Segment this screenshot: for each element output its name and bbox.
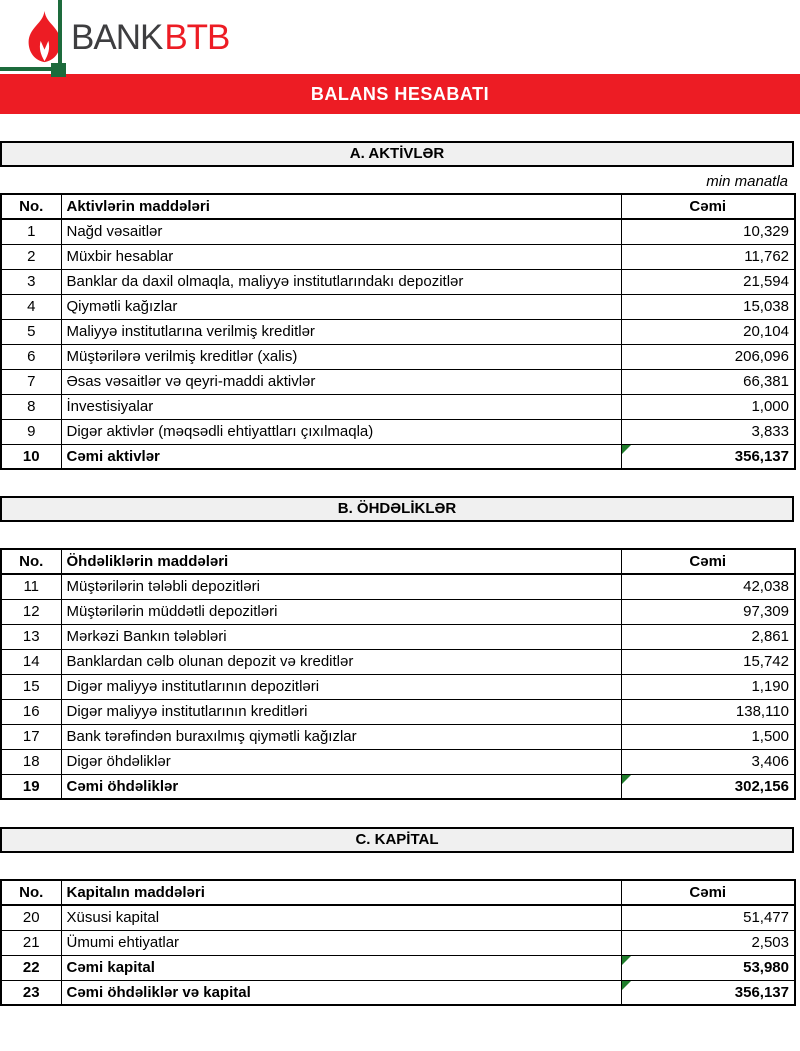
row-number: 15 [1, 674, 61, 699]
page-title: BALANS HESABATI [310, 83, 490, 104]
table-row [1, 724, 795, 749]
col-header-total: Cəmi [621, 880, 795, 905]
table-row [1, 774, 795, 799]
row-item-label: Digər maliyyə institutlarının kreditləri [61, 699, 621, 724]
liabilities-table [0, 548, 796, 800]
row-item-label: Cəmi öhdəliklər [61, 774, 621, 799]
row-item-label: Xüsusi kapital [61, 905, 621, 930]
row-item-label: Banklardan cəlb olunan depozit və kreditlər [61, 649, 621, 674]
table-row [1, 905, 795, 930]
section-a-header: A. AKTİVLƏR [0, 141, 794, 167]
capital-table-header-row [1, 880, 795, 905]
row-number: 14 [1, 649, 61, 674]
table-row [1, 444, 795, 469]
row-item-label: Qiymətli kağızlar [61, 294, 621, 319]
row-item-label: Bank tərəfindən buraxılmış qiymətli kağızlar [61, 724, 621, 749]
col-header-items: Öhdəliklərin maddələri [61, 549, 621, 574]
table-row [1, 394, 795, 419]
logo-divider-line [58, 0, 62, 68]
row-value: 356,137 [621, 444, 795, 469]
row-item-label: Cəmi aktivlər [61, 444, 621, 469]
row-item-label: Digər maliyyə institutlarının depozitləri [61, 674, 621, 699]
assets-table [0, 193, 796, 470]
row-value: 206,096 [621, 344, 795, 369]
row-value: 42,038 [621, 574, 795, 599]
table-row [1, 649, 795, 674]
row-number: 19 [1, 774, 61, 799]
table-row [1, 980, 795, 1005]
table-row [1, 624, 795, 649]
col-header-no: No. [1, 549, 61, 574]
row-value: 1,000 [621, 394, 795, 419]
row-value: 1,500 [621, 724, 795, 749]
table-row [1, 574, 795, 599]
row-number: 17 [1, 724, 61, 749]
row-value: 10,329 [621, 219, 795, 244]
row-item-label: Əsas vəsaitlər və qeyri-maddi aktivlər [61, 369, 621, 394]
row-number: 1 [1, 219, 61, 244]
row-item-label: Müştərilərin tələbli depozitləri [61, 574, 621, 599]
row-value: 15,038 [621, 294, 795, 319]
row-item-label: Maliyyə institutlarına verilmiş kreditlər [61, 319, 621, 344]
table-row [1, 269, 795, 294]
assets-table-header-row [1, 194, 795, 219]
table-row [1, 955, 795, 980]
col-header-no: No. [1, 880, 61, 905]
row-item-label: Müştərilərin müddətli depozitləri [61, 599, 621, 624]
table-row [1, 319, 795, 344]
page-header [0, 0, 800, 74]
row-number: 16 [1, 699, 61, 724]
row-value: 302,156 [621, 774, 795, 799]
table-row [1, 419, 795, 444]
table-row [1, 344, 795, 369]
row-value: 11,762 [621, 244, 795, 269]
row-number: 11 [1, 574, 61, 599]
row-item-label: Ümumi ehtiyatlar [61, 930, 621, 955]
flame-icon [27, 11, 62, 65]
row-number: 21 [1, 930, 61, 955]
table-row [1, 699, 795, 724]
row-value: 51,477 [621, 905, 795, 930]
row-item-label: Digər öhdəliklər [61, 749, 621, 774]
row-number: 4 [1, 294, 61, 319]
logo-horizontal-line [0, 67, 54, 71]
row-number: 2 [1, 244, 61, 269]
row-value: 2,861 [621, 624, 795, 649]
row-value: 138,110 [621, 699, 795, 724]
row-item-label: Digər aktivlər (məqsədli ehtiyattları çıxılmaqla) [61, 419, 621, 444]
table-row [1, 294, 795, 319]
row-item-label: Mərkəzi Bankın tələbləri [61, 624, 621, 649]
row-item-label: Müxbir hesablar [61, 244, 621, 269]
table-row [1, 219, 795, 244]
bank-logo [71, 20, 229, 56]
row-value: 97,309 [621, 599, 795, 624]
row-number: 20 [1, 905, 61, 930]
row-number: 5 [1, 319, 61, 344]
col-header-total: Cəmi [621, 549, 795, 574]
row-number: 18 [1, 749, 61, 774]
col-header-no: No. [1, 194, 61, 219]
row-value: 66,381 [621, 369, 795, 394]
row-number: 7 [1, 369, 61, 394]
row-item-label: Müştərilərə verilmiş kreditlər (xalis) [61, 344, 621, 369]
row-value: 20,104 [621, 319, 795, 344]
section-c-header: C. KAPİTAL [0, 827, 794, 853]
logo-corner-square [51, 63, 66, 77]
row-number: 9 [1, 419, 61, 444]
row-item-label: Banklar da daxil olmaqla, maliyyə institutlarındakı depozitlər [61, 269, 621, 294]
row-value: 53,980 [621, 955, 795, 980]
row-item-label: Cəmi öhdəliklər və kapital [61, 980, 621, 1005]
row-item-label: Cəmi kapital [61, 955, 621, 980]
unit-note: min manatla [706, 173, 788, 190]
logo-text-bank: BANK [71, 18, 163, 57]
row-item-label: İnvestisiyalar [61, 394, 621, 419]
row-item-label: Nağd vəsaitlər [61, 219, 621, 244]
row-number: 13 [1, 624, 61, 649]
table-row [1, 749, 795, 774]
row-value: 21,594 [621, 269, 795, 294]
col-header-items: Kapitalın maddələri [61, 880, 621, 905]
row-value: 356,137 [621, 980, 795, 1005]
row-value: 1,190 [621, 674, 795, 699]
table-row [1, 599, 795, 624]
capital-table [0, 879, 796, 1006]
title-banner [0, 74, 800, 114]
row-number: 22 [1, 955, 61, 980]
row-number: 3 [1, 269, 61, 294]
row-value: 3,406 [621, 749, 795, 774]
row-number: 8 [1, 394, 61, 419]
row-number: 23 [1, 980, 61, 1005]
row-value: 3,833 [621, 419, 795, 444]
logo-text-btb: BTB [164, 18, 230, 57]
row-value: 15,742 [621, 649, 795, 674]
table-row [1, 674, 795, 699]
col-header-total: Cəmi [621, 194, 795, 219]
row-number: 12 [1, 599, 61, 624]
table-row [1, 244, 795, 269]
section-b-header: B. ÖHDƏLİKLƏR [0, 496, 794, 522]
row-value: 2,503 [621, 930, 795, 955]
liabilities-table-header-row [1, 549, 795, 574]
table-row [1, 930, 795, 955]
row-number: 6 [1, 344, 61, 369]
row-number: 10 [1, 444, 61, 469]
table-row [1, 369, 795, 394]
col-header-items: Aktivlərin maddələri [61, 194, 621, 219]
